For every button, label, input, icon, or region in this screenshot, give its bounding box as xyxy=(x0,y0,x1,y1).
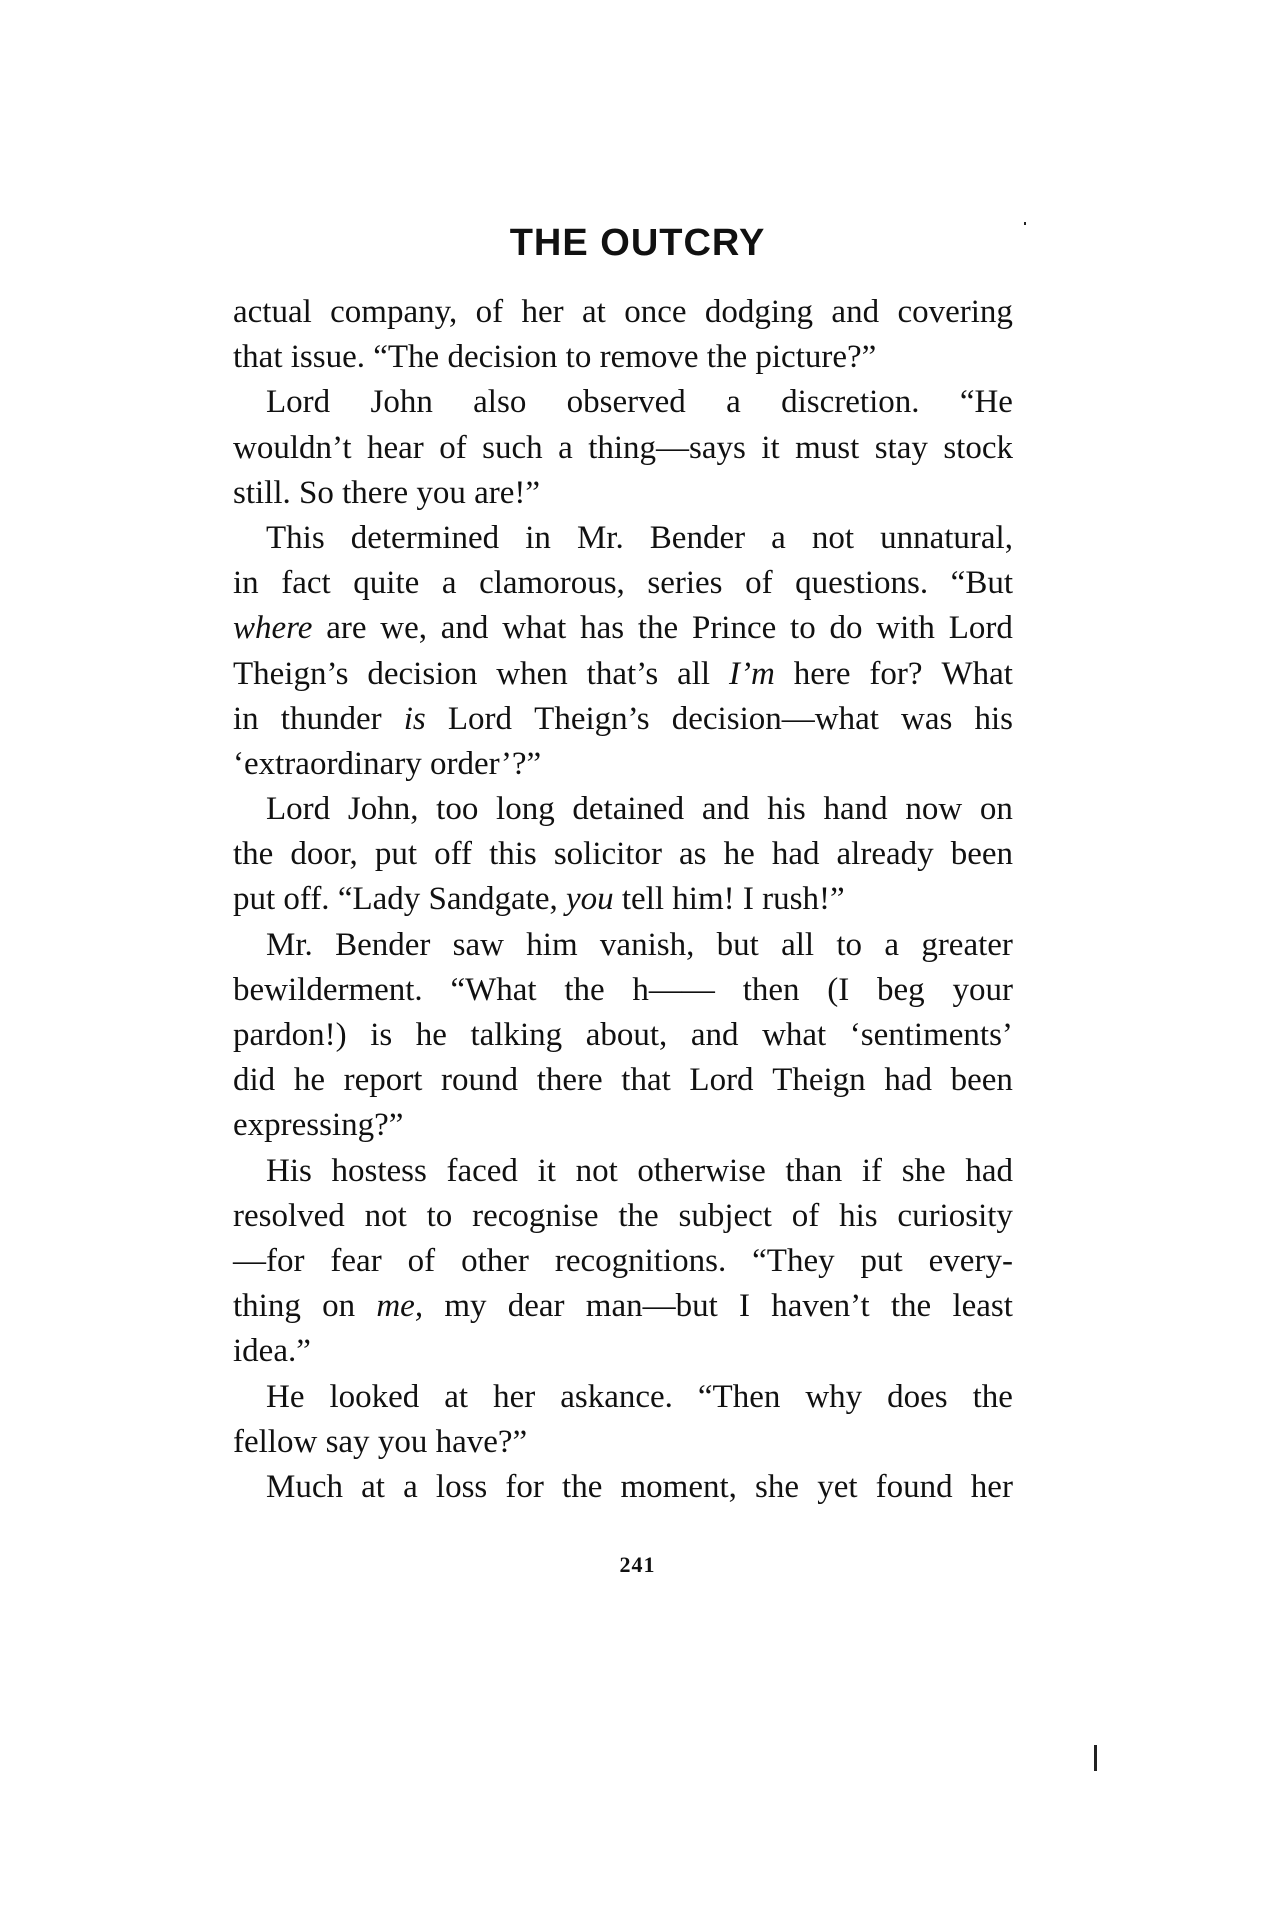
text-line: in thunder is Lord Theign’s decision—what was his xyxy=(233,700,1013,737)
text-line: Theign’s decision when that’s all I’m here for? What xyxy=(233,655,1013,692)
text-line: in fact quite a clamorous, series of questions. “But xyxy=(233,565,1013,602)
text-line: This determined in Mr. Bender a not unnatural, xyxy=(266,519,1013,556)
text-line: where are we, and what has the Prince to do with Lord xyxy=(233,610,1013,647)
page-number: 241 xyxy=(619,1552,656,1577)
text-line: fellow say you have?” xyxy=(233,1423,528,1460)
text-line: He looked at her askance. “Then why does the xyxy=(266,1378,1013,1415)
body-text xyxy=(233,290,1013,1510)
text-line: idea.” xyxy=(233,1333,311,1370)
text-line: the door, put off this solicitor as he had already been xyxy=(233,836,1013,873)
text-line: bewilderment. “What the h—— then (I beg your xyxy=(233,971,1013,1008)
text-line: ‘extraordinary order’?” xyxy=(233,745,542,782)
text-line: —for fear of other recognitions. “They put every- xyxy=(233,1242,1013,1279)
text-line: wouldn’t hear of such a thing—says it must stay stock xyxy=(233,429,1013,466)
text-line: that issue. “The decision to remove the picture?” xyxy=(233,339,877,376)
text-line: actual company, of her at once dodging and covering xyxy=(233,294,1013,330)
text-line: thing on me, my dear man—but I haven’t the least xyxy=(233,1288,1013,1325)
scan-speck xyxy=(1024,222,1026,225)
text-line: did he report round there that Lord Theign had been xyxy=(233,1062,1013,1099)
text-line: His hostess faced it not otherwise than if she had xyxy=(266,1152,1013,1189)
text-line: Lord John, too long detained and his hand now on xyxy=(266,791,1013,828)
text-line: still. So there you are!” xyxy=(233,474,541,511)
scan-speck xyxy=(1094,1745,1097,1771)
text-line: Much at a loss for the moment, she yet found her xyxy=(266,1468,1013,1505)
text-line: pardon!) is he talking about, and what ‘sentiments’ xyxy=(233,1017,1013,1053)
text-line: Lord John also observed a discretion. “He xyxy=(266,384,1013,421)
text-line: expressing?” xyxy=(233,1107,404,1144)
running-head-title: THE OUTCRY xyxy=(509,222,766,264)
text-line: resolved not to recognise the subject of his curiosity xyxy=(233,1197,1013,1234)
text-line: put off. “Lady Sandgate, you tell him! I rush!” xyxy=(233,881,845,918)
text-line: Mr. Bender saw him vanish, but all to a greater xyxy=(266,926,1013,963)
